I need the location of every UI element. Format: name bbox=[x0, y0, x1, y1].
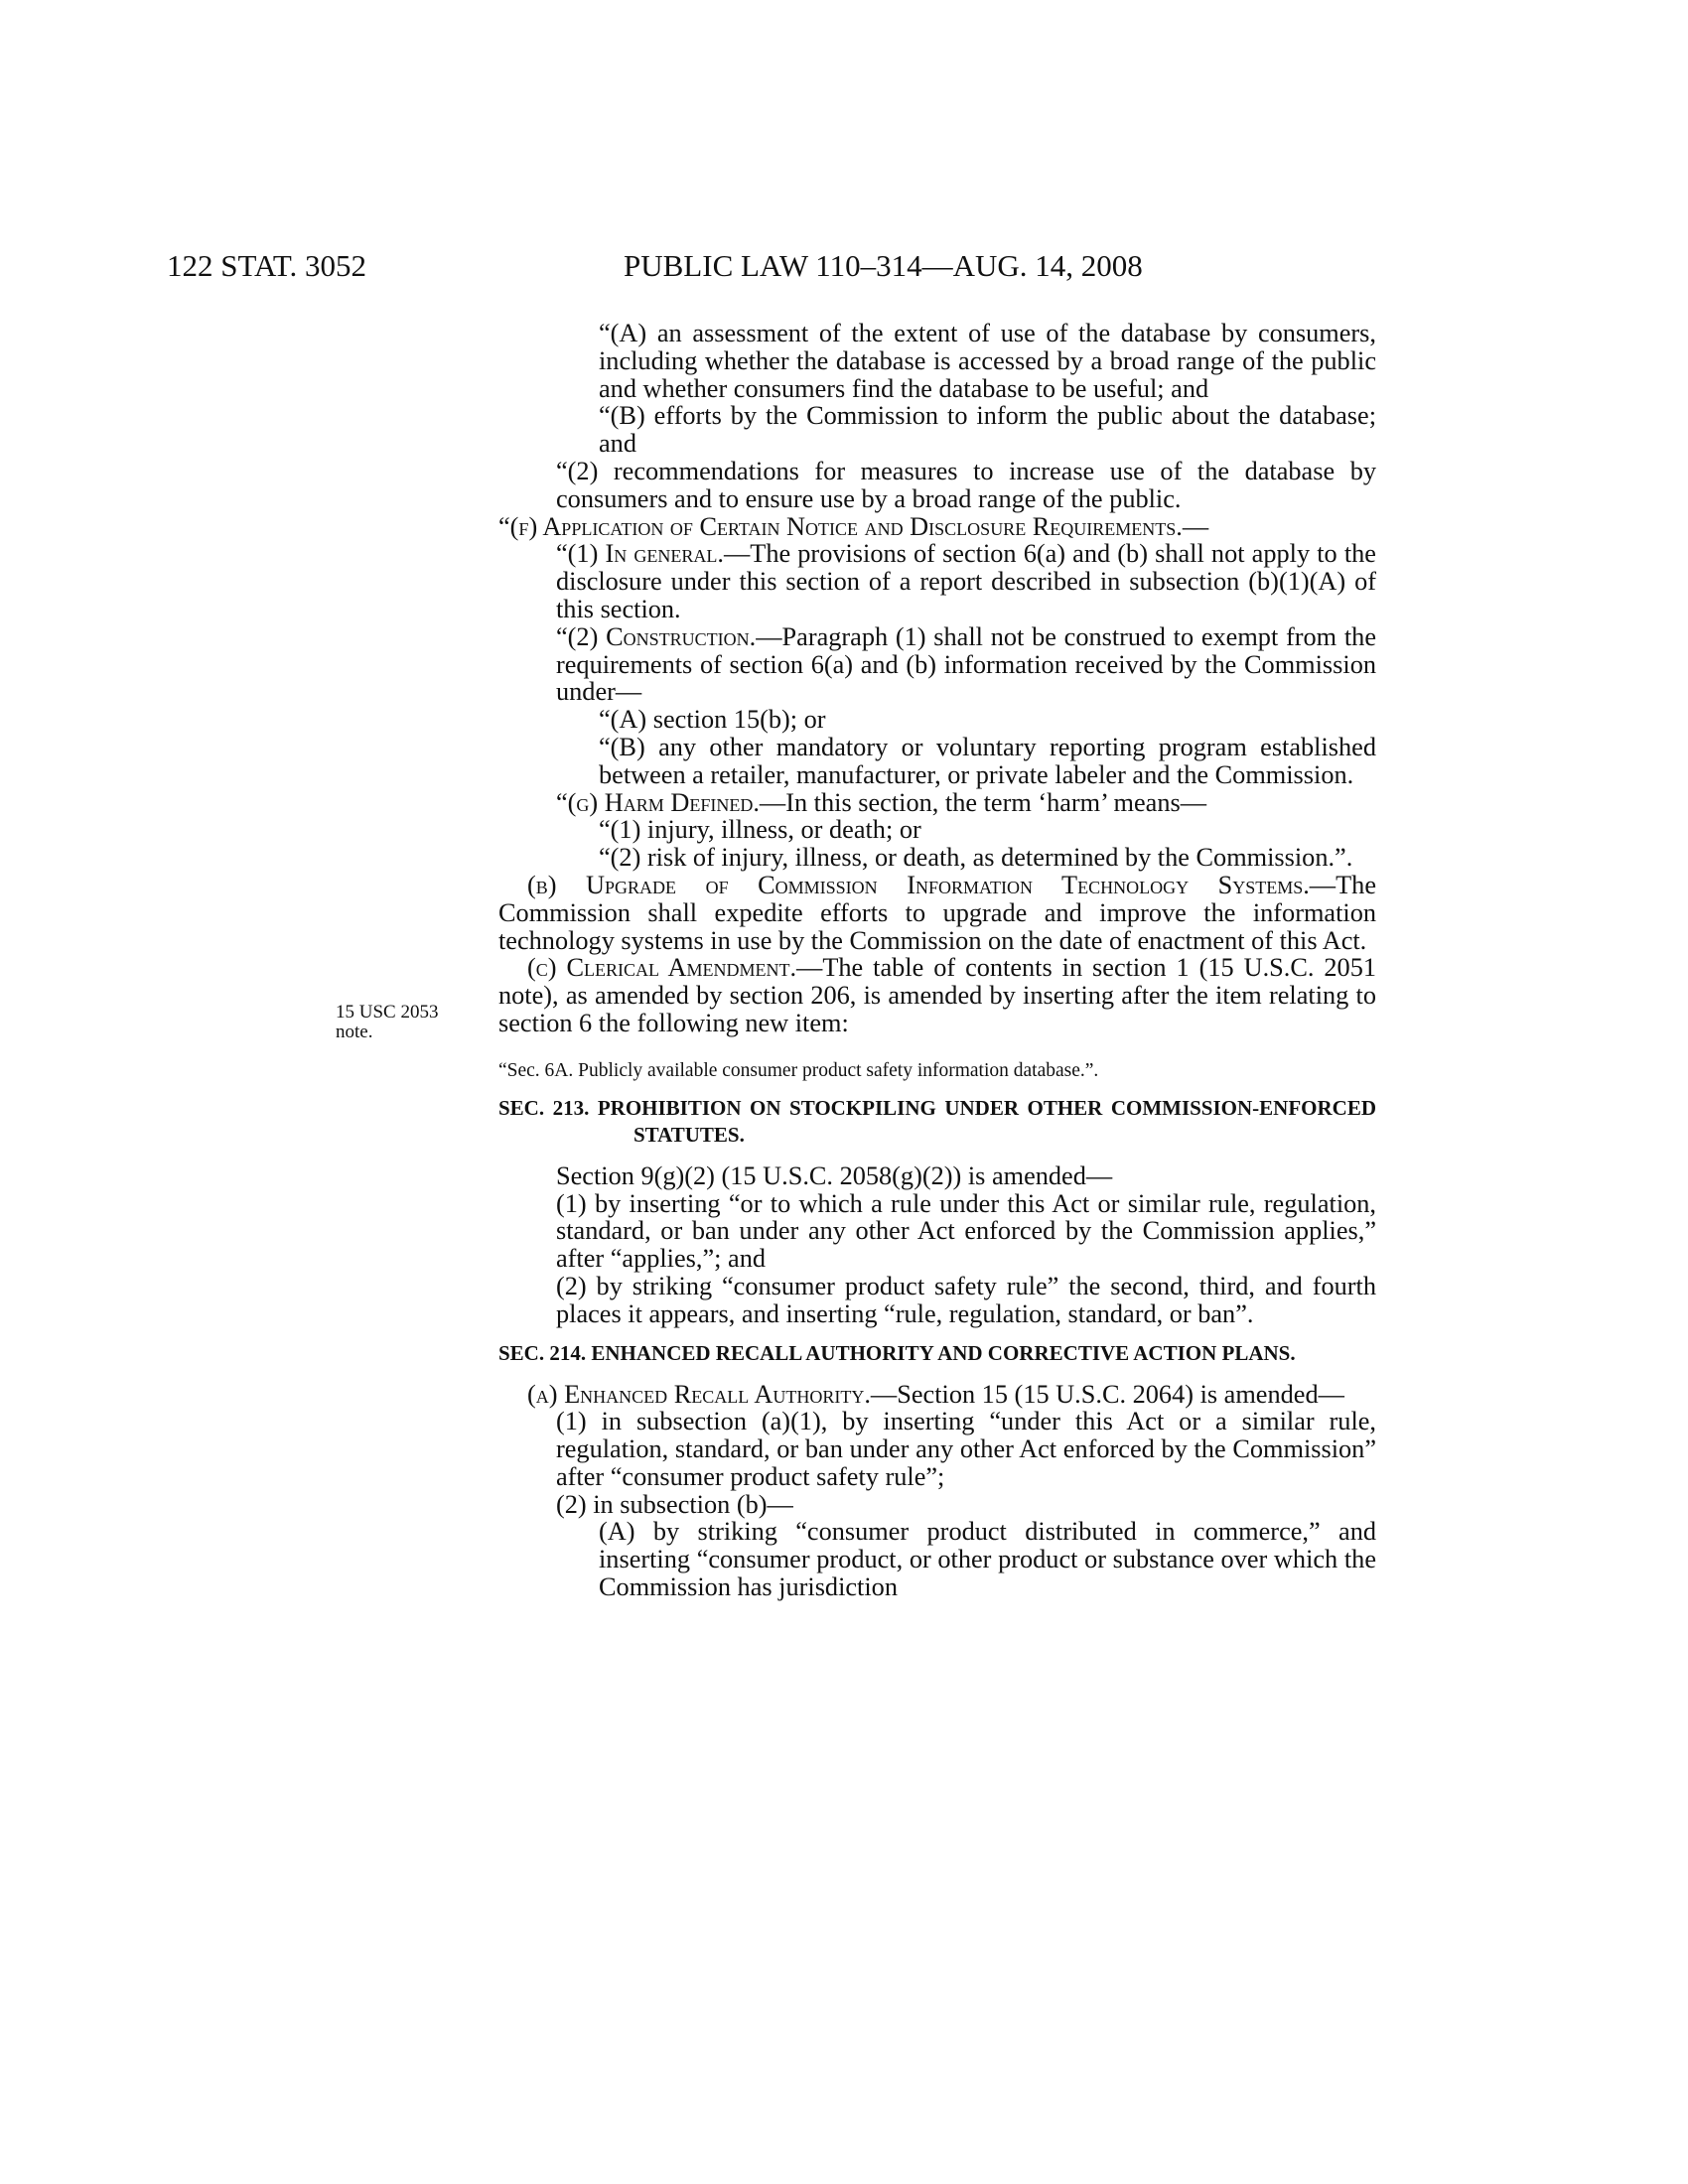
b-text: The Commission shall expedite efforts to upgrade and improve the information technology systems in use by the Commission on the date of enactment of this Act. bbox=[498, 870, 1376, 955]
a-text: Section 15 (15 U.S.C. 2064) is amended— bbox=[897, 1379, 1344, 1409]
g-heading: “(g) Harm Defined.— bbox=[556, 787, 786, 817]
section-214-title: ENHANCED RECALL AUTHORITY AND CORRECTIVE ACTION PLANS. bbox=[591, 1340, 1296, 1365]
subsection-c-clerical bbox=[498, 954, 1376, 1036]
section-214-item-2A: (A) by striking “consumer product distributed in commerce,” and inserting “consumer product, or other product or substance over which the Commission has jurisdiction bbox=[599, 1517, 1376, 1602]
f2-text: Paragraph (1) shall not be construed to exempt from the requirements of section 6(a) and (b) information received by the Commission under— bbox=[556, 621, 1377, 707]
subsection-b-upgrade bbox=[498, 872, 1376, 954]
b-heading: (b) Upgrade of Commission Information Technology Systems.— bbox=[527, 870, 1336, 899]
section-214-subsection-a bbox=[498, 1381, 1376, 1409]
c-heading: (c) Clerical Amendment.— bbox=[527, 953, 823, 983]
section-213-item-1: (1) by inserting “or to which a rule under this Act or similar rule, regulation, standard, or ban under any other Act enforced by the Commission applies,” after “applies,”; and bbox=[556, 1188, 1376, 1274]
section-213-heading bbox=[498, 1095, 1376, 1149]
subsection-g bbox=[498, 789, 1376, 817]
c-text: The table of contents in section 1 (15 U.S.C. 2051 note), as amended by section 206, is amended by inserting after the item relating to section 6 the following new item: bbox=[498, 953, 1376, 1037]
section-213-item-2: (2) by striking “consumer product safety rule” the second, third, and fourth places it appears, and inserting “rule, regulation, standard, or ban”. bbox=[556, 1271, 1376, 1328]
margin-note-citation: 15 USC 2053 bbox=[336, 1002, 439, 1023]
g-text: In this section, the term ‘harm’ means— bbox=[785, 787, 1206, 817]
section-213-intro: Section 9(g)(2) (15 U.S.C. 2058(g)(2)) is amended— bbox=[556, 1160, 1113, 1190]
statute-body bbox=[498, 320, 1376, 1601]
paragraph-2-recommendations: “(2) recommendations for measures to increase use of the database by consumers and to ensure use by a broad range of the public. bbox=[556, 456, 1376, 513]
section-213-number: SEC. 213. bbox=[498, 1095, 590, 1120]
public-law-title: PUBLIC LAW 110–314—AUG. 14, 2008 bbox=[624, 248, 1143, 283]
margin-note bbox=[336, 1003, 485, 1042]
f1-text: The provisions of section 6(a) and (b) shall not apply to the disclosure under this section of a report described in subsection (b)(1)(A) of this section. bbox=[556, 539, 1376, 623]
subsection-f-heading: “(f) Application of Certain Notice and Disclosure Requirements.— bbox=[498, 511, 1209, 541]
section-214-number: SEC. 214. bbox=[498, 1340, 587, 1365]
table-of-contents-item: “Sec. 6A. Publicly available consumer product safety information database.”. bbox=[498, 1059, 1099, 1081]
section-214-heading bbox=[498, 1340, 1376, 1367]
paragraph-g2: “(2) risk of injury, illness, or death, as determined by the Commission.”. bbox=[599, 843, 1353, 873]
paragraph-g1: “(1) injury, illness, or death; or bbox=[599, 815, 921, 845]
section-214-item-1: (1) in subsection (a)(1), by inserting “under this Act or a similar rule, regulation, standard, or ban under any other Act enforced by the Commission” after “consumer product safety rule”; bbox=[556, 1407, 1376, 1491]
paragraph-f2 bbox=[498, 623, 1376, 706]
paragraph-f1 bbox=[498, 540, 1376, 622]
section-213-title: PROHIBITION ON STOCKPILING UNDER OTHER COMMISSION-ENFORCED STATUTES. bbox=[597, 1095, 1376, 1147]
margin-note-suffix: note. bbox=[336, 1022, 373, 1042]
page-header bbox=[0, 248, 1688, 288]
f1-heading: “(1) In general.— bbox=[556, 539, 751, 569]
statute-page-reference: 122 STAT. 3052 bbox=[167, 248, 367, 283]
f2-heading: “(2) Construction.— bbox=[556, 621, 782, 651]
section-214-item-2: (2) in subsection (b)— bbox=[556, 1489, 793, 1519]
paragraph-f2-B: “(B) any other mandatory or voluntary reporting program established between a retailer, manufacturer, or private labeler and the Commission. bbox=[599, 732, 1376, 789]
paragraph-f2-A: “(A) section 15(b); or bbox=[599, 705, 826, 735]
paragraph-B-efforts: “(B) efforts by the Commission to inform the public about the database; and bbox=[599, 401, 1376, 459]
a-heading: (a) Enhanced Recall Authority.— bbox=[527, 1379, 898, 1409]
paragraph-A-assessment: “(A) an assessment of the extent of use of the database by consumers, including whether the database is accessed by a broad range of the public and whether consumers find the database to be useful; and bbox=[599, 319, 1376, 403]
